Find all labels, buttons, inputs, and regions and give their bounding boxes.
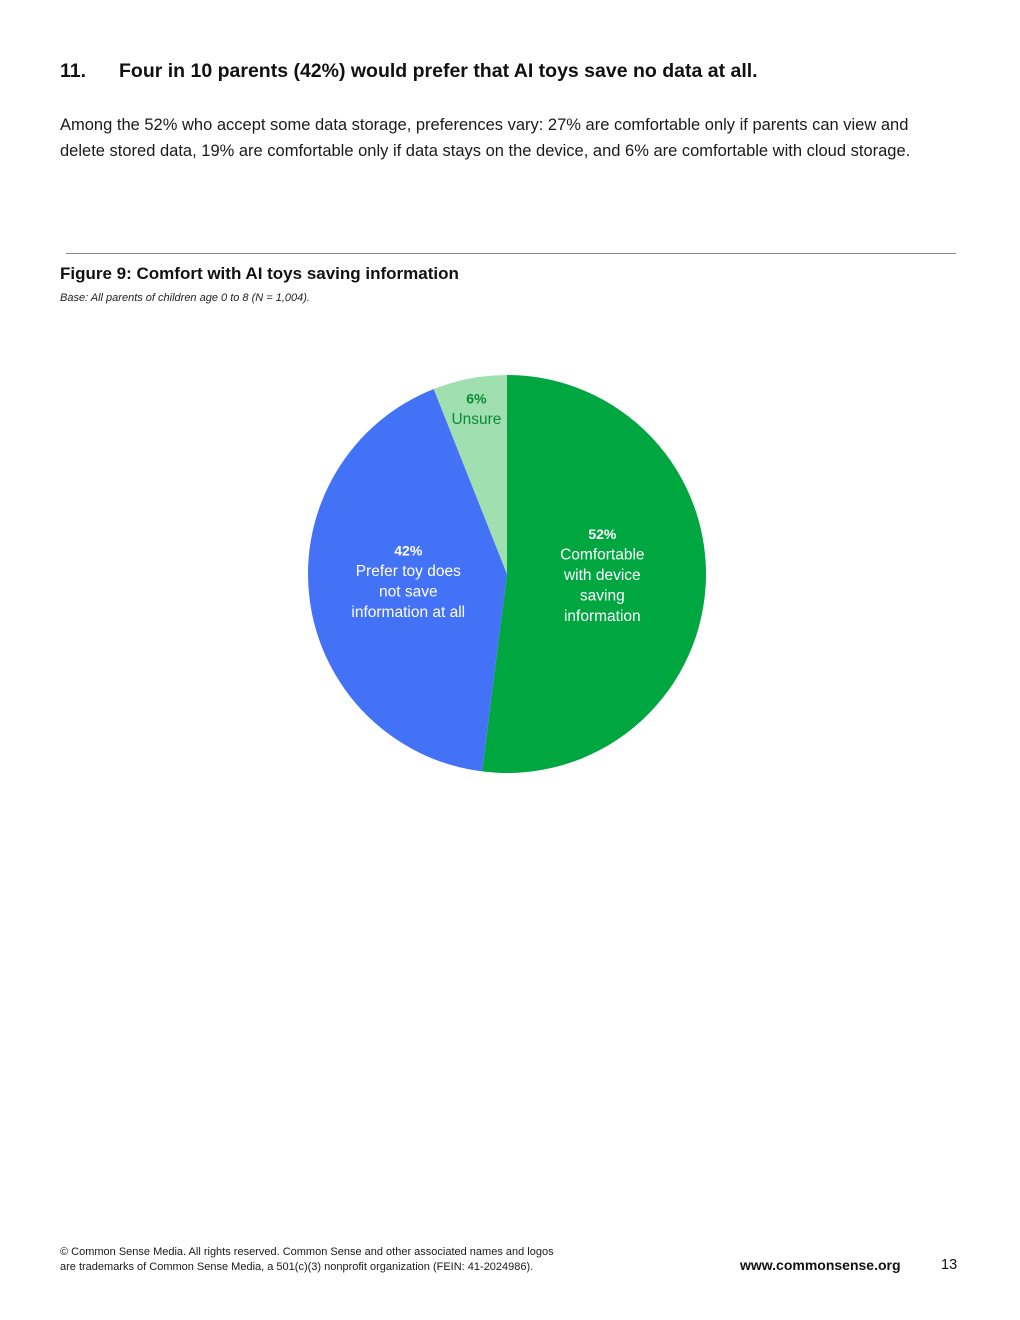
section-heading-text: Four in 10 parents (42%) would prefer that AI toys save no data at all. [119, 60, 758, 82]
pie-category-label-1: information at all [351, 604, 466, 622]
pie-value-label-1: 42% [394, 542, 423, 559]
page-number: 13 [941, 1257, 958, 1273]
section-number: 11. [60, 60, 87, 82]
copyright-line-2: are trademarks of Common Sense Media, a 501(c)(3) nonprofit organization (FEIN: 41-2024986). [60, 1261, 534, 1273]
pie-category-label-0: saving [579, 587, 625, 605]
pie-category-label-0: information [563, 607, 641, 625]
pie-value-label-0: 52% [588, 525, 617, 542]
pie-value-label-2: 6% [466, 390, 487, 407]
pie-category-label-1: not save [378, 583, 438, 601]
pie-category-label-1: Prefer toy does [355, 563, 461, 581]
footer-copyright [60, 1245, 660, 1275]
copyright-line-1: © Common Sense Media. All rights reserved. Common Sense and other associated names and logos [60, 1246, 554, 1258]
figure-base-note: Base: All parents of children age 0 to 8 (N = 1,004). [60, 292, 310, 304]
figure-title: Figure 9: Comfort with AI toys saving information [60, 264, 459, 283]
pie-category-label-0: with device [563, 566, 641, 584]
footer-website-link[interactable]: www.commonsense.org [740, 1257, 901, 1273]
pie-category-label-2: Unsure [451, 410, 502, 428]
pie-category-label-0: Comfortable [560, 546, 645, 564]
intro-paragraph: Among the 52% who accept some data storage, preferences vary: 27% are comfortable only if parents can view and delete stored data, 19% are comfortable only if data stays on the device, and 6% are comfortable with cloud storage. [60, 116, 911, 160]
